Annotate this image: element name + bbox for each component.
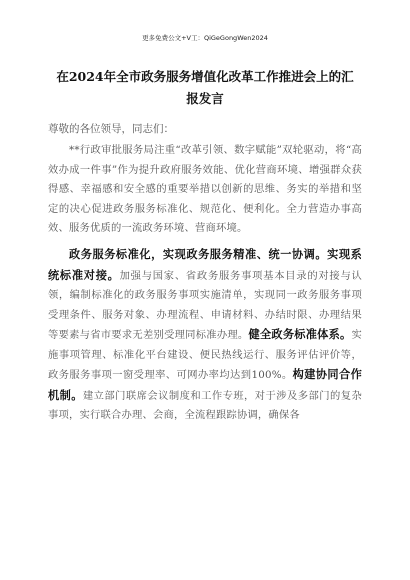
paragraph-text-1: 加强与国家、省政务服务事项基本目录的对接与认领，编制标准化的政务服务事项实施清单，实现同一政务服务事项受理条件、服务对象、办理流程、申请材料、办结时限、办理结果等要素与省市要求无差别受理同标准办理。 (48, 269, 362, 341)
paragraph-subheading-3: 构建协同合作机制。 (48, 367, 362, 402)
paragraph-text-3: 建立部门联席会议制度和工作专班，对于涉及多部门的复杂事项，实行联合办理、会商，全流程跟踪协调，确保各 (48, 389, 362, 421)
paragraph-lead-heading: 政务服务标准化，实现政务服务精准、统一协调。实现系统标准对接。 (48, 247, 362, 282)
document-title: 在2024年全市政务服务增值化改革工作推进会上的汇报发言 (56, 69, 354, 106)
paragraph-text-2: 实施事项管理、标准化平台建设、便民热线运行、服务评估评价等，政务服务事项一窗受理率、可网办率均达到100%。 (48, 329, 362, 381)
paragraph-standardization (48, 245, 362, 426)
paragraph-subheading-2: 健全政务标准体系。 (248, 327, 352, 341)
paragraph-intro: **行政审批服务局注重“改革引领、数字赋能”双轮驱动，将“高效办成一件事”作为提升政府服务效能、优化营商环境、增强群众获得感、幸福感和安全感的重要举措以创新的思维、务实的举措和坚定的决心促进政务服务标准化、规范化、便利化。全力营造办事高效、服务优质的一流政务环境、营商环境。 (48, 144, 362, 234)
header-note: 更多免费公文+V工：QiGeGongWen2024 (142, 34, 268, 42)
salutation: 尊敬的各位领导，同志们： (48, 123, 174, 135)
